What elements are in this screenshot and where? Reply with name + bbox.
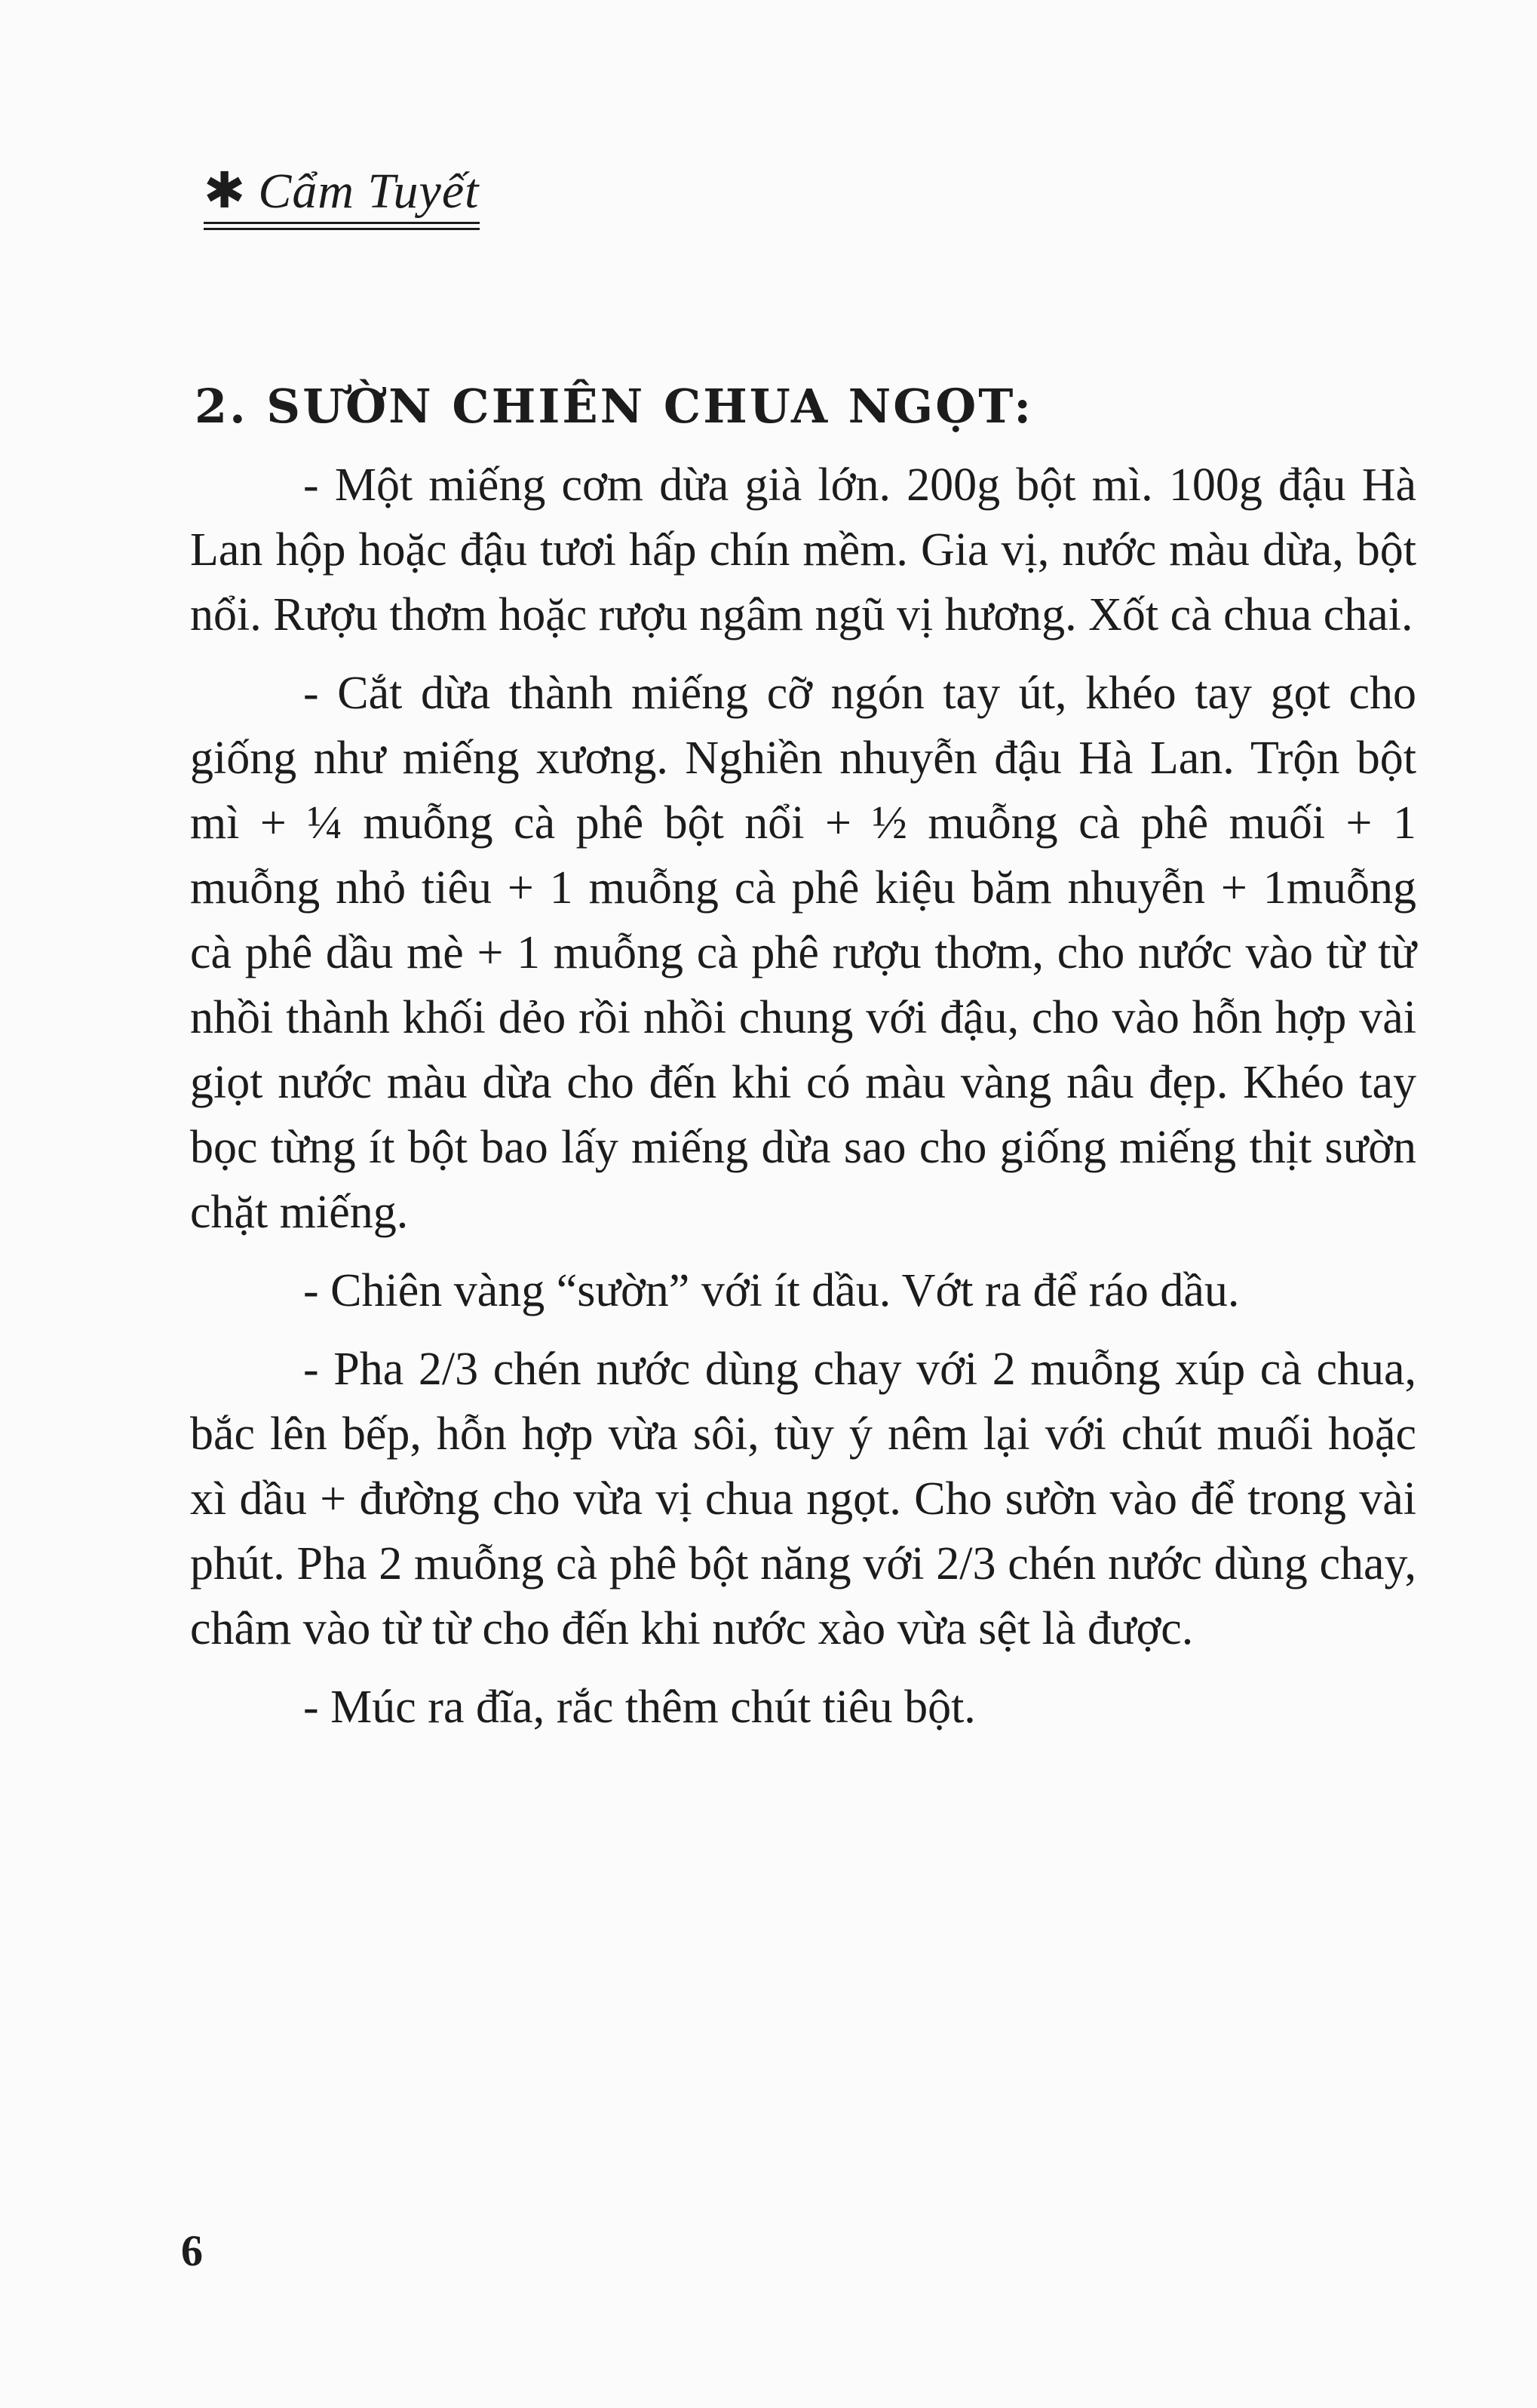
paragraph-frying: - Chiên vàng “sườn” với ít dầu. Vớt ra để ráo dầu. (303, 1265, 1240, 1316)
header-underline-second (204, 228, 480, 230)
running-header (204, 164, 480, 227)
author-name: Cẩm Tuyết (258, 164, 480, 219)
page-number: 6 (181, 2226, 203, 2275)
star-icon: ✱ (204, 164, 247, 219)
paragraph-ingredients: - Một miếng cơm dừa già lớn. 200g bột mì. 100g đậu Hà Lan hộp hoặc đậu tươi hấp chín mềm. Gia vị, nước màu dừa, bột nổi. Rượu thơm hoặc rượu ngâm ngũ vị hương. Xốt cà chua chai. (190, 459, 1416, 640)
paragraph-serving: - Múc ra đĩa, rắc thêm chút tiêu bột. (303, 1682, 976, 1733)
paragraph-preparation: - Cắt dừa thành miếng cỡ ngón tay út, khéo tay gọt cho giống như miếng xương. Nghiền nhuyễn đậu Hà Lan. Trộn bột mì + ¼ muỗng cà phê bột nổi + ½ muỗng cà phê muối + 1 muỗng nhỏ tiêu + 1 muỗng cà phê kiệu băm nhuyễn + 1muỗng cà phê dầu mè + 1 muỗng cà phê rượu thơm, cho nước vào từ từ nhồi thành khối dẻo rồi nhồi chung với đậu, cho vào hỗn hợp vài giọt nước màu dừa cho đến khi có màu vàng nâu đẹp. Khéo tay bọc từng ít bột bao lấy miếng dừa sao cho giống miếng thịt sườn chặt miếng. (190, 668, 1416, 1238)
recipe-body (190, 453, 1416, 1753)
paragraph-sauce: - Pha 2/3 chén nước dùng chay với 2 muỗng xúp cà chua, bắc lên bếp, hỗn hợp vừa sôi, tùy ý nêm lại với chút muối hoặc xì dầu + đường cho vừa vị chua ngọt. Cho sườn vào để trong vài phút. Pha 2 muỗng cà phê bột năng với 2/3 chén nước dùng chay, châm vào từ từ cho đến khi nước xào vừa sệt là được. (190, 1344, 1416, 1654)
recipe-title: 2. SƯỜN CHIÊN CHUA NGỌT: (195, 379, 1034, 434)
header-underline (204, 222, 480, 224)
